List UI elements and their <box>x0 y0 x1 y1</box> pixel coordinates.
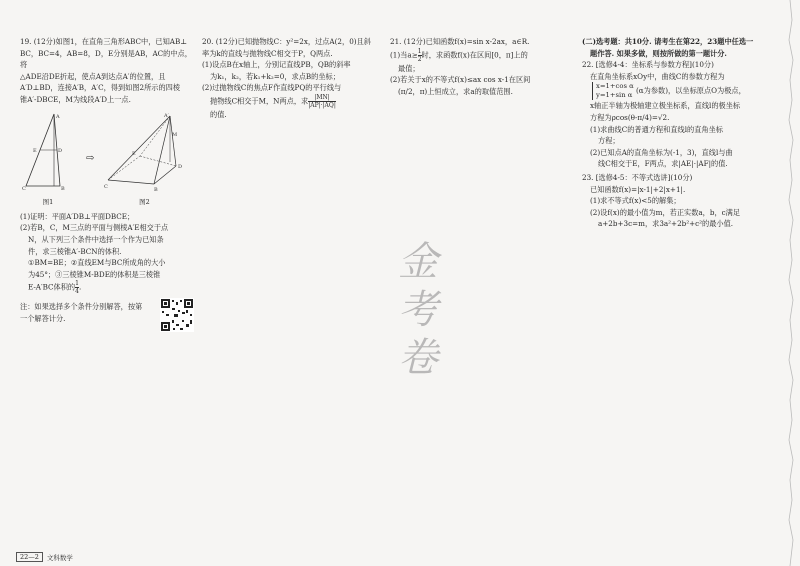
fraction-denominator: |AP|·|AQ| <box>308 101 336 109</box>
triangle-figure <box>20 110 76 194</box>
fraction-numerator: |MN| <box>308 94 336 102</box>
q20-line2: 率为k的直线与抛物线C相交于P，Q两点. <box>202 48 333 58</box>
q22-part2-line2: 线C相交于E，F两点，求|AE|·|AF|的值. <box>598 159 728 169</box>
q19-note-line2: 一个解答计分. <box>20 313 66 323</box>
figure-2-caption: 图2 <box>139 198 150 207</box>
q22-part2-line1: (2)已知点A的直角坐标为(-1，3)，直线l与曲 <box>590 147 733 157</box>
svg-text:E: E <box>33 147 37 154</box>
question-20 <box>202 36 384 121</box>
question-21 <box>390 36 570 97</box>
svg-text:B: B <box>61 185 65 192</box>
stamp-char-2: 考 <box>398 287 438 333</box>
q22-line1: 在直角坐标系xOy中，曲线C的参数方程为 <box>590 71 725 81</box>
svg-text:D: D <box>58 147 63 154</box>
stamp-char-1: 金 <box>398 239 438 285</box>
question-19 <box>20 36 196 325</box>
q22-line4: 方程为ρcos(θ-π/4)=√2. <box>590 112 670 122</box>
optional-section-header: (二)选考题：共10分. 请考生在第22，23题中任选一 <box>582 37 754 46</box>
svg-text:C: C <box>22 185 26 192</box>
svg-text:E: E <box>132 150 137 157</box>
fraction-one-quarter <box>75 280 79 295</box>
stamp-char-3: 卷 <box>398 335 438 381</box>
q20-header: 20. (12分)已知抛物线C：y²=2x，过点A(2，0)且斜 <box>202 37 371 46</box>
svg-text:C: C <box>104 183 109 190</box>
q21-part2-line1: (2)若关于x的不等式f(x)≤ax cos x-1在区间 <box>390 75 531 85</box>
fraction-denominator: 4 <box>75 288 79 296</box>
optional-section-line2: 题作答. 如果多做，则按所做的第一题计分. <box>590 48 727 58</box>
q19-note-line1: 注：如果选择多个条件分别解答，按第 <box>20 302 143 312</box>
q20-part2-line2-text: 抛物线C相交于M，N两点，求 <box>210 96 309 106</box>
arrow-icon: ⇨ <box>86 153 95 165</box>
svg-text:A: A <box>56 113 60 120</box>
q23-part2-line2: a+2b+3c=m，求3a²+2b²+c²的最小值. <box>598 219 734 229</box>
param-system <box>592 82 634 100</box>
q19-figures <box>20 110 196 209</box>
q23-part1: (1)求不等式f(x)<5的解集； <box>590 196 681 206</box>
q22-param-tail: (α为参数)，以坐标原点O为极点， <box>635 86 746 96</box>
q19-part1: (1)证明：平面A′DB⊥平面DBCE； <box>20 211 135 221</box>
q21-part1-text-b: 时，求函数f(x)在区间[0，π]上的 <box>421 50 528 60</box>
page-number: 22—2 <box>16 552 43 562</box>
q21-part1-text-a: (1)当a≥ <box>390 50 418 60</box>
q19-part2-line4: ①BM=BE；②直线EM与BC所成角的大小 <box>28 258 166 268</box>
q22-line3: x轴正半轴为极轴建立极坐标系，直线l的极坐标 <box>590 101 741 111</box>
q21-part1-line2: 最值； <box>398 63 420 73</box>
q19-line3: △ADE沿DE折起，使点A到达点A′的位置，且 <box>20 71 166 81</box>
subject-label: 文科数学 <box>46 553 73 562</box>
watermark-stamp <box>395 238 441 382</box>
q21-part2-line2: (π/2，π)上恒成立，求a的取值范围. <box>398 86 513 96</box>
figure-1-caption: 图1 <box>42 198 54 207</box>
param-eq-y: y=1+sin α <box>596 91 633 100</box>
q23-line1: 已知函数f(x)=|x-1|+2|x+1|. <box>590 184 686 194</box>
q19-part2-line3: 件，求三棱锥A′-BCN的体积. <box>28 246 122 256</box>
q23-part2-line1: (2)设f(x)的最小值为m，若正实数a，b，c满足 <box>590 207 741 217</box>
q19-part2-line5: 为45°；③三棱锥M-BDE的体积是三棱锥 <box>28 269 161 279</box>
q19-line4: A′D⊥BD，连接A′B，A′C，得到如图2所示的四棱 <box>20 83 181 93</box>
q19-line2: BC，BC=4，AB=8，D，E分别是AB，AC的中点，将 <box>20 48 192 70</box>
q23-header: 23. [选修4-5：不等式选讲](10分) <box>582 172 693 182</box>
q20-part1-line1: (1)设点B在x轴上，分别记直线PB，QB的斜率 <box>202 60 351 70</box>
pyramid-figure <box>104 110 184 194</box>
q22-param-eq <box>582 82 772 100</box>
q19-header: 19. (12分)如图1，在直角三角形ABC中，已知AB⊥ <box>20 37 188 46</box>
svg-text:B: B <box>154 186 159 193</box>
fraction-mn-over-ap-aq <box>308 94 336 109</box>
q21-part1-line1 <box>390 48 570 63</box>
svg-text:D: D <box>178 163 183 170</box>
page-footer <box>16 552 73 562</box>
q22-part1-line2: 方程； <box>598 136 620 146</box>
question-22-23 <box>582 36 772 230</box>
q19-line5: 锥A′-DBCE，M为线段A′D上一点. <box>20 94 131 104</box>
q20-part2-line3: 的值. <box>210 109 227 119</box>
svg-text:M: M <box>172 131 178 138</box>
q20-part2-line2 <box>202 94 384 109</box>
fraction-numerator: 1 <box>75 280 79 288</box>
param-eq-x: x=1+cos α <box>596 82 634 91</box>
torn-edge-decoration <box>784 0 800 566</box>
figure-2 <box>104 110 184 209</box>
svg-text:A′: A′ <box>164 112 170 119</box>
fraction-numerator: 1 <box>417 47 422 55</box>
q22-part1-line1: (1)求曲线C的普通方程和直线l的直角坐标 <box>590 124 723 134</box>
q20-part2-line1: (2)过抛物线C的焦点F作直线PQ的平行线与 <box>202 83 342 93</box>
q19-part2-line1: (2)若B，C，M三点的平面与侧棱A′E相交于点 <box>20 223 169 233</box>
qr-code-icon[interactable] <box>160 298 194 332</box>
q19-part2-line6: E-A′BC体积的 $\frac{1}{4}$ . <box>28 280 82 296</box>
q22-header: 22. [选修4-4：坐标系与参数方程](10分) <box>582 60 714 70</box>
figure-1 <box>20 110 76 209</box>
q21-header: 21. (12分)已知函数f(x)=sin x-2ax，a∈R. <box>390 37 530 46</box>
q19-part2-line2: N，从下列三个条件中选择一个作为已知条 <box>28 234 164 244</box>
q19-part2-line6-text: E-A′BC体积的 <box>28 282 76 292</box>
q20-part1-line2: 为k₁，k₂，若k₁+k₂=0，求点B的坐标； <box>210 71 340 81</box>
fraction-denominator: 2 <box>417 55 422 63</box>
